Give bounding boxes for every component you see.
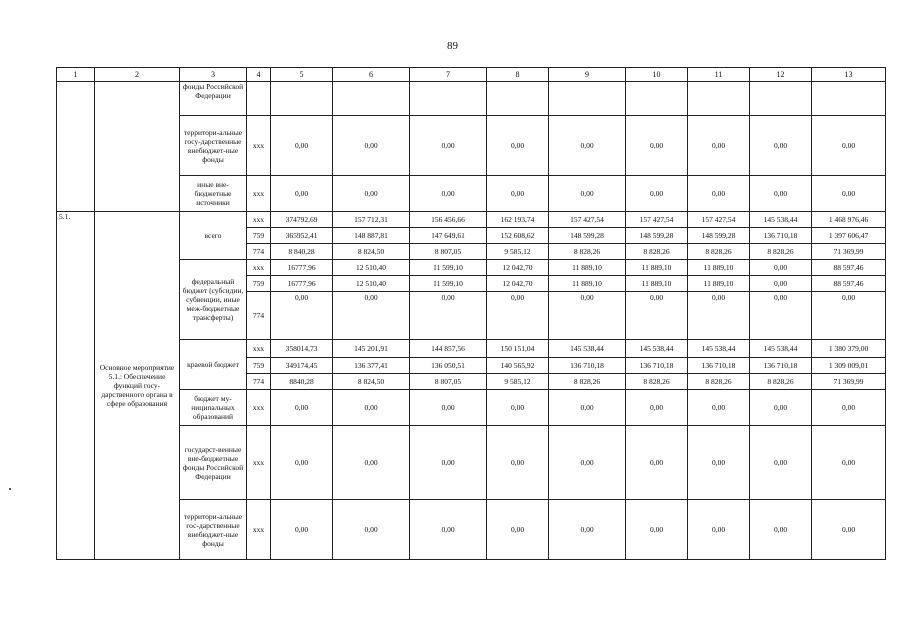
value-cell: 8 824,50 <box>333 244 410 260</box>
value-cell: 0,00 <box>750 390 812 426</box>
value-cell: 8 828,26 <box>549 244 626 260</box>
value-cell: 0,00 <box>271 116 333 176</box>
value-cell: 0,00 <box>812 500 886 560</box>
source-label: краевой бюджет <box>180 340 247 390</box>
value-cell: 11 889,10 <box>688 260 750 276</box>
value-cell: 147 649,61 <box>410 228 487 244</box>
code-cell: ххх <box>247 426 271 500</box>
value-cell: 0,00 <box>487 426 549 500</box>
column-header-13: 13 <box>812 68 886 82</box>
value-cell: 0,00 <box>271 390 333 426</box>
source-label: иные вне-бюджетные источники <box>180 176 247 212</box>
value-cell: 136 710,18 <box>688 358 750 374</box>
column-header-9: 9 <box>549 68 626 82</box>
value-cell: 8 828,26 <box>688 374 750 390</box>
value-cell: 145 538,44 <box>750 340 812 358</box>
table-row <box>57 390 886 426</box>
value-cell: 0,00 <box>410 390 487 426</box>
value-cell <box>487 82 549 116</box>
budget-table <box>56 67 886 560</box>
value-cell: 71 369,99 <box>812 244 886 260</box>
value-cell: 8 807,05 <box>410 244 487 260</box>
value-cell: 8 828,26 <box>688 244 750 260</box>
value-cell: 148 887,81 <box>333 228 410 244</box>
value-cell: 0,00 <box>410 292 487 340</box>
value-cell: 0,00 <box>410 176 487 212</box>
code-cell <box>247 82 271 116</box>
value-cell: 1 468 976,46 <box>812 212 886 228</box>
value-cell: 0,00 <box>626 292 688 340</box>
value-cell: 0,00 <box>626 426 688 500</box>
value-cell: 12 042,70 <box>487 260 549 276</box>
value-cell: 0,00 <box>812 426 886 500</box>
code-cell: ххх <box>247 116 271 176</box>
value-cell: 0,00 <box>487 390 549 426</box>
value-cell <box>410 82 487 116</box>
value-cell: 136 050,51 <box>410 358 487 374</box>
source-label: территори-альные гос-дарственные внебюджет-ные фонды <box>180 500 247 560</box>
value-cell: 0,00 <box>487 176 549 212</box>
value-cell: 1 309 009,01 <box>812 358 886 374</box>
code-cell: ххх <box>247 500 271 560</box>
value-cell: 16777,96 <box>271 276 333 292</box>
value-cell: 136 710,18 <box>750 358 812 374</box>
source-label: федеральный бюджет (субсидии, субвенции, иные меж-бюджетные трансферты) <box>180 260 247 340</box>
value-cell: 0,00 <box>750 292 812 340</box>
scan-speck <box>9 488 11 490</box>
value-cell <box>626 82 688 116</box>
column-header-3: 3 <box>180 68 247 82</box>
value-cell: 0,00 <box>271 426 333 500</box>
value-cell <box>688 82 750 116</box>
column-header-1: 1 <box>57 68 95 82</box>
value-cell: 358014,73 <box>271 340 333 358</box>
value-cell: 162 193,74 <box>487 212 549 228</box>
table-row <box>57 500 886 560</box>
code-cell: ххх <box>247 340 271 358</box>
value-cell: 0,00 <box>549 500 626 560</box>
value-cell: 349174,45 <box>271 358 333 374</box>
value-cell: 0,00 <box>549 426 626 500</box>
value-cell: 0,00 <box>549 176 626 212</box>
column-header-7: 7 <box>410 68 487 82</box>
table-row <box>57 116 886 176</box>
value-cell: 365952,41 <box>271 228 333 244</box>
value-cell: 0,00 <box>688 292 750 340</box>
value-cell: 1 397 606,47 <box>812 228 886 244</box>
value-cell: 0,00 <box>271 500 333 560</box>
value-cell: 156 456,66 <box>410 212 487 228</box>
value-cell: 11 889,10 <box>626 260 688 276</box>
source-label: фонды Российской Федерации <box>180 82 247 116</box>
table-row <box>57 340 886 358</box>
value-cell: 8840,28 <box>271 374 333 390</box>
value-cell: 0,00 <box>487 116 549 176</box>
value-cell: 0,00 <box>626 116 688 176</box>
value-cell: 8 840,28 <box>271 244 333 260</box>
value-cell <box>812 82 886 116</box>
source-label: бюджет му-ниципальных образований <box>180 390 247 426</box>
value-cell: 0,00 <box>688 390 750 426</box>
value-cell: 0,00 <box>271 176 333 212</box>
value-cell: 144 857,56 <box>410 340 487 358</box>
value-cell: 0,00 <box>750 176 812 212</box>
value-cell: 11 599,10 <box>410 260 487 276</box>
value-cell: 148 599,28 <box>549 228 626 244</box>
value-cell: 0,00 <box>410 116 487 176</box>
value-cell: 8 828,26 <box>549 374 626 390</box>
value-cell: 0,00 <box>812 176 886 212</box>
value-cell <box>333 82 410 116</box>
value-cell: 0,00 <box>410 426 487 500</box>
code-cell: 759 <box>247 228 271 244</box>
value-cell: 145 538,44 <box>626 340 688 358</box>
value-cell: 0,00 <box>750 116 812 176</box>
code-cell: 774 <box>247 374 271 390</box>
value-cell: 0,00 <box>333 176 410 212</box>
value-cell: 145 201,91 <box>333 340 410 358</box>
value-cell: 8 807,05 <box>410 374 487 390</box>
code-cell: ххх <box>247 176 271 212</box>
value-cell: 88 597,46 <box>812 260 886 276</box>
value-cell: 157 427,54 <box>626 212 688 228</box>
column-header-5: 5 <box>271 68 333 82</box>
value-cell: 8 824,50 <box>333 374 410 390</box>
source-label: государст-венные вне-бюджетные фонды Российской Федерации <box>180 426 247 500</box>
value-cell: 0,00 <box>688 500 750 560</box>
value-cell: 16777,96 <box>271 260 333 276</box>
value-cell <box>549 82 626 116</box>
value-cell: 374792,69 <box>271 212 333 228</box>
value-cell: 0,00 <box>750 500 812 560</box>
value-cell: 136 710,18 <box>626 358 688 374</box>
value-cell: 157 427,54 <box>549 212 626 228</box>
value-cell: 12 042,70 <box>487 276 549 292</box>
value-cell: 88 597,46 <box>812 276 886 292</box>
value-cell: 8 828,26 <box>750 374 812 390</box>
value-cell: 0,00 <box>750 276 812 292</box>
section-number: 5.1. <box>57 212 95 560</box>
value-cell: 71 369,99 <box>812 374 886 390</box>
value-cell: 8 828,26 <box>750 244 812 260</box>
header-row <box>57 68 886 82</box>
value-cell: 8 828,26 <box>626 244 688 260</box>
value-cell: 0,00 <box>626 500 688 560</box>
value-cell: 11 889,10 <box>688 276 750 292</box>
value-cell: 0,00 <box>487 500 549 560</box>
column-header-11: 11 <box>688 68 750 82</box>
value-cell: 157 712,31 <box>333 212 410 228</box>
code-cell: 759 <box>247 358 271 374</box>
value-cell: 0,00 <box>549 116 626 176</box>
value-cell: 145 538,44 <box>549 340 626 358</box>
table-row <box>57 82 886 116</box>
value-cell: 136 377,41 <box>333 358 410 374</box>
column-header-12: 12 <box>750 68 812 82</box>
value-cell: 0,00 <box>812 390 886 426</box>
value-cell: 0,00 <box>812 116 886 176</box>
column-header-2: 2 <box>95 68 180 82</box>
column-header-4: 4 <box>247 68 271 82</box>
section-title: Основное мероприятие 5.1.: Обеспечение функций госу-дарственного органа в сфере образования <box>95 212 180 560</box>
event-name-cell <box>95 82 180 212</box>
value-cell: 140 565,92 <box>487 358 549 374</box>
value-cell: 12 510,40 <box>333 276 410 292</box>
value-cell: 136 710,18 <box>549 358 626 374</box>
code-cell: ххх <box>247 212 271 228</box>
value-cell: 8 828,26 <box>626 374 688 390</box>
table-row <box>57 176 886 212</box>
code-cell: ххх <box>247 390 271 426</box>
value-cell: 0,00 <box>750 426 812 500</box>
value-cell: 11 889,10 <box>549 276 626 292</box>
value-cell: 0,00 <box>549 390 626 426</box>
value-cell: 136 710,18 <box>750 228 812 244</box>
value-cell: 0,00 <box>626 176 688 212</box>
value-cell: 0,00 <box>410 500 487 560</box>
table-row <box>57 212 886 228</box>
value-cell: 0,00 <box>688 116 750 176</box>
value-cell: 145 538,44 <box>688 340 750 358</box>
value-cell: 12 510,40 <box>333 260 410 276</box>
value-cell: 0,00 <box>549 292 626 340</box>
value-cell: 11 889,10 <box>549 260 626 276</box>
value-cell: 0,00 <box>626 390 688 426</box>
value-cell: 0,00 <box>487 292 549 340</box>
source-label: всего <box>180 212 247 260</box>
value-cell: 145 538,44 <box>750 212 812 228</box>
value-cell: 0,00 <box>333 390 410 426</box>
value-cell <box>271 82 333 116</box>
column-header-6: 6 <box>333 68 410 82</box>
row-number-cell <box>57 82 95 212</box>
column-header-10: 10 <box>626 68 688 82</box>
code-cell: 759 <box>247 276 271 292</box>
value-cell: 0,00 <box>688 176 750 212</box>
value-cell: 0,00 <box>688 426 750 500</box>
code-cell: ххх <box>247 260 271 276</box>
column-header-8: 8 <box>487 68 549 82</box>
value-cell: 9 585,12 <box>487 244 549 260</box>
value-cell: 0,00 <box>333 426 410 500</box>
value-cell: 11 599,10 <box>410 276 487 292</box>
value-cell: 152 608,62 <box>487 228 549 244</box>
value-cell <box>750 82 812 116</box>
value-cell: 150 151,04 <box>487 340 549 358</box>
table-row <box>57 426 886 500</box>
value-cell: 148 599,28 <box>626 228 688 244</box>
source-label: территори-альные госу-дарственные внебюджет-ные фонды <box>180 116 247 176</box>
code-cell: 774 <box>247 292 271 340</box>
value-cell: 0,00 <box>333 116 410 176</box>
value-cell: 1 380 379,00 <box>812 340 886 358</box>
value-cell: 0,00 <box>812 292 886 340</box>
value-cell: 0,00 <box>333 500 410 560</box>
value-cell: 0,00 <box>271 292 333 340</box>
value-cell: 11 889,10 <box>626 276 688 292</box>
value-cell: 0,00 <box>333 292 410 340</box>
table-row <box>57 260 886 276</box>
value-cell: 148 599,28 <box>688 228 750 244</box>
value-cell: 157 427,54 <box>688 212 750 228</box>
page-number: 89 <box>447 40 458 52</box>
value-cell: 9 585,12 <box>487 374 549 390</box>
value-cell: 0,00 <box>750 260 812 276</box>
code-cell: 774 <box>247 244 271 260</box>
